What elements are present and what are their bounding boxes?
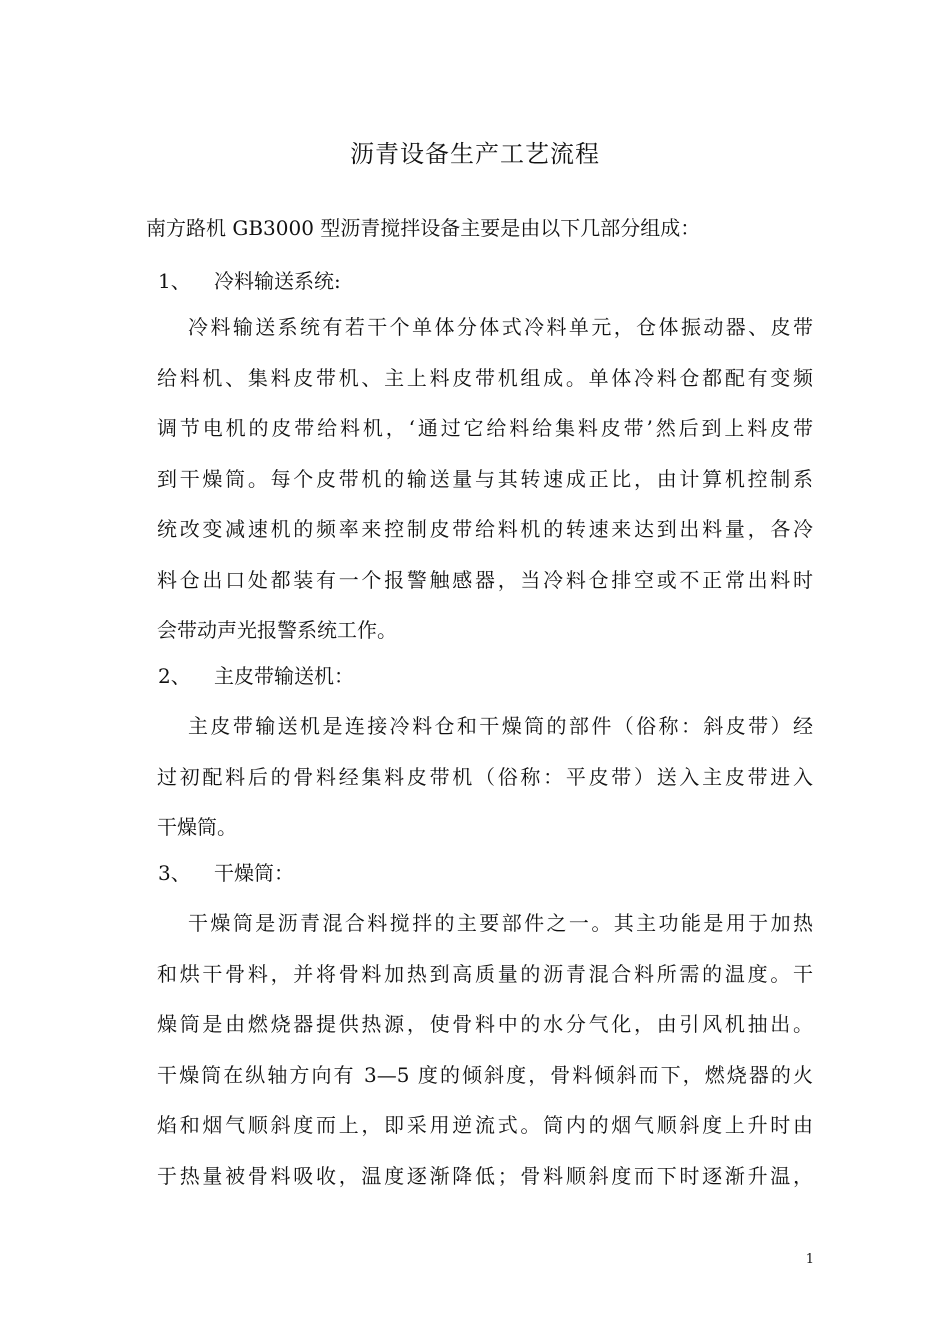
page-number: 1 xyxy=(805,1252,814,1267)
paragraph-line: 干燥筒。 xyxy=(157,815,237,839)
paragraph-line: 给料机、集料皮带机、主上料皮带机组成。单体冷料仓都配有变频 xyxy=(157,365,813,390)
paragraph-line: 干燥筒在纵轴方向有 3—5 度的倾斜度，骨料倾斜而下，燃烧器的火 xyxy=(157,1062,813,1087)
section-heading-1 xyxy=(158,265,341,297)
paragraph-line: 和烘干骨料，并将骨料加热到高质量的沥青混合料所需的温度。干 xyxy=(157,961,813,986)
section-paragraph-2 xyxy=(157,701,813,853)
section-title: 干燥筒： xyxy=(214,861,294,885)
paragraph-line: 会带动声光报警系统工作。 xyxy=(157,618,397,642)
paragraph-line: 冷料输送系统有若干个单体分体式冷料单元，仓体振动器、皮带 xyxy=(188,315,813,339)
section-heading-3 xyxy=(158,857,294,889)
section-paragraph-1 xyxy=(157,302,813,656)
section-title: 主皮带输送机： xyxy=(214,664,354,688)
paragraph-line: 料仓出口处都装有一个报警触感器，当冷料仓排空或不正常出料时 xyxy=(157,567,813,592)
document-title: 沥青设备生产工艺流程 xyxy=(350,140,600,168)
section-title: 冷料输送系统: xyxy=(214,269,341,293)
paragraph-line: 燥筒是由燃烧器提供热源，使骨料中的水分气化，由引风机抽出。 xyxy=(157,1012,813,1036)
section-number: 2、 xyxy=(158,664,191,688)
section-heading-2 xyxy=(158,660,354,692)
section-number: 1、 xyxy=(158,269,191,293)
paragraph-line: 调节电机的皮带给料机，‘通过它给料给集料皮带’然后到上料皮带 xyxy=(157,416,813,440)
paragraph-line: 主皮带输送机是连接冷料仓和干燥筒的部件（俗称：斜皮带）经 xyxy=(188,714,813,738)
paragraph-line: 干燥筒是沥青混合料搅拌的主要部件之一。其主功能是用于加热 xyxy=(188,911,813,935)
intro-text: 南方路机 GB3000 型沥青搅拌设备主要是由以下几部分组成： xyxy=(146,216,701,240)
paragraph-line: 于热量被骨料吸收，温度逐渐降低；骨料顺斜度而下时逐渐升温， xyxy=(157,1163,813,1188)
paragraph-line: 到干燥筒。每个皮带机的输送量与其转速成正比，由计算机控制系 xyxy=(157,466,813,491)
paragraph-line: 统改变减速机的频率来控制皮带给料机的转速来达到出料量，各冷 xyxy=(157,517,813,541)
paragraph-line: 过初配料后的骨料经集料皮带机（俗称：平皮带）送入主皮带进入 xyxy=(157,764,813,789)
section-paragraph-3 xyxy=(157,898,813,1201)
paragraph-line: 焰和烟气顺斜度而上，即采用逆流式。筒内的烟气顺斜度上升时由 xyxy=(157,1113,813,1137)
section-number: 3、 xyxy=(158,861,191,885)
